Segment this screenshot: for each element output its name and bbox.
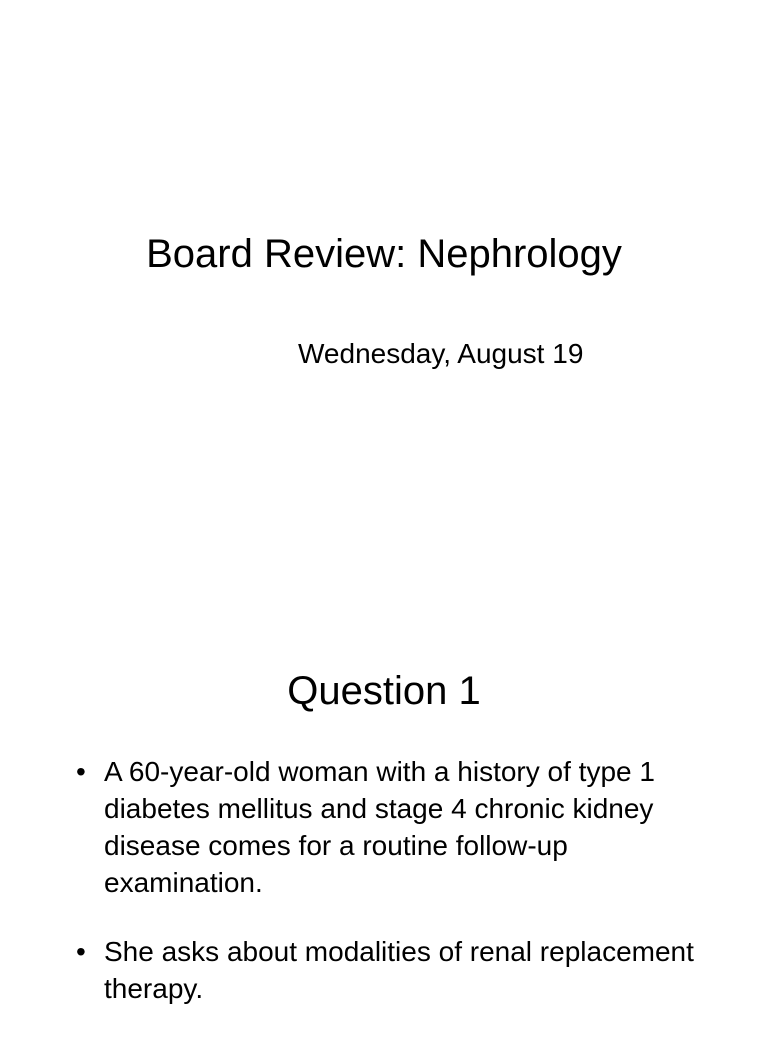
bullet-item (76, 933, 706, 1007)
bullet-list (76, 753, 706, 1039)
title-slide (0, 0, 768, 512)
question-title: Question 1 (287, 669, 481, 713)
bullet-item (76, 753, 706, 901)
slide-subtitle: Wednesday, August 19 (298, 338, 584, 369)
slide-title: Board Review: Nephrology (146, 232, 622, 276)
bullet-icon: • (76, 756, 86, 787)
bullet-text: A 60-year-old woman with a history of type 1 diabetes mellitus and stage 4 chronic kidney disease comes for a routine follow-up examination. (104, 756, 655, 898)
bullet-icon: • (76, 936, 86, 967)
bullet-text: She asks about modalities of renal replacement therapy. (104, 936, 694, 1004)
question-slide (0, 512, 768, 1024)
